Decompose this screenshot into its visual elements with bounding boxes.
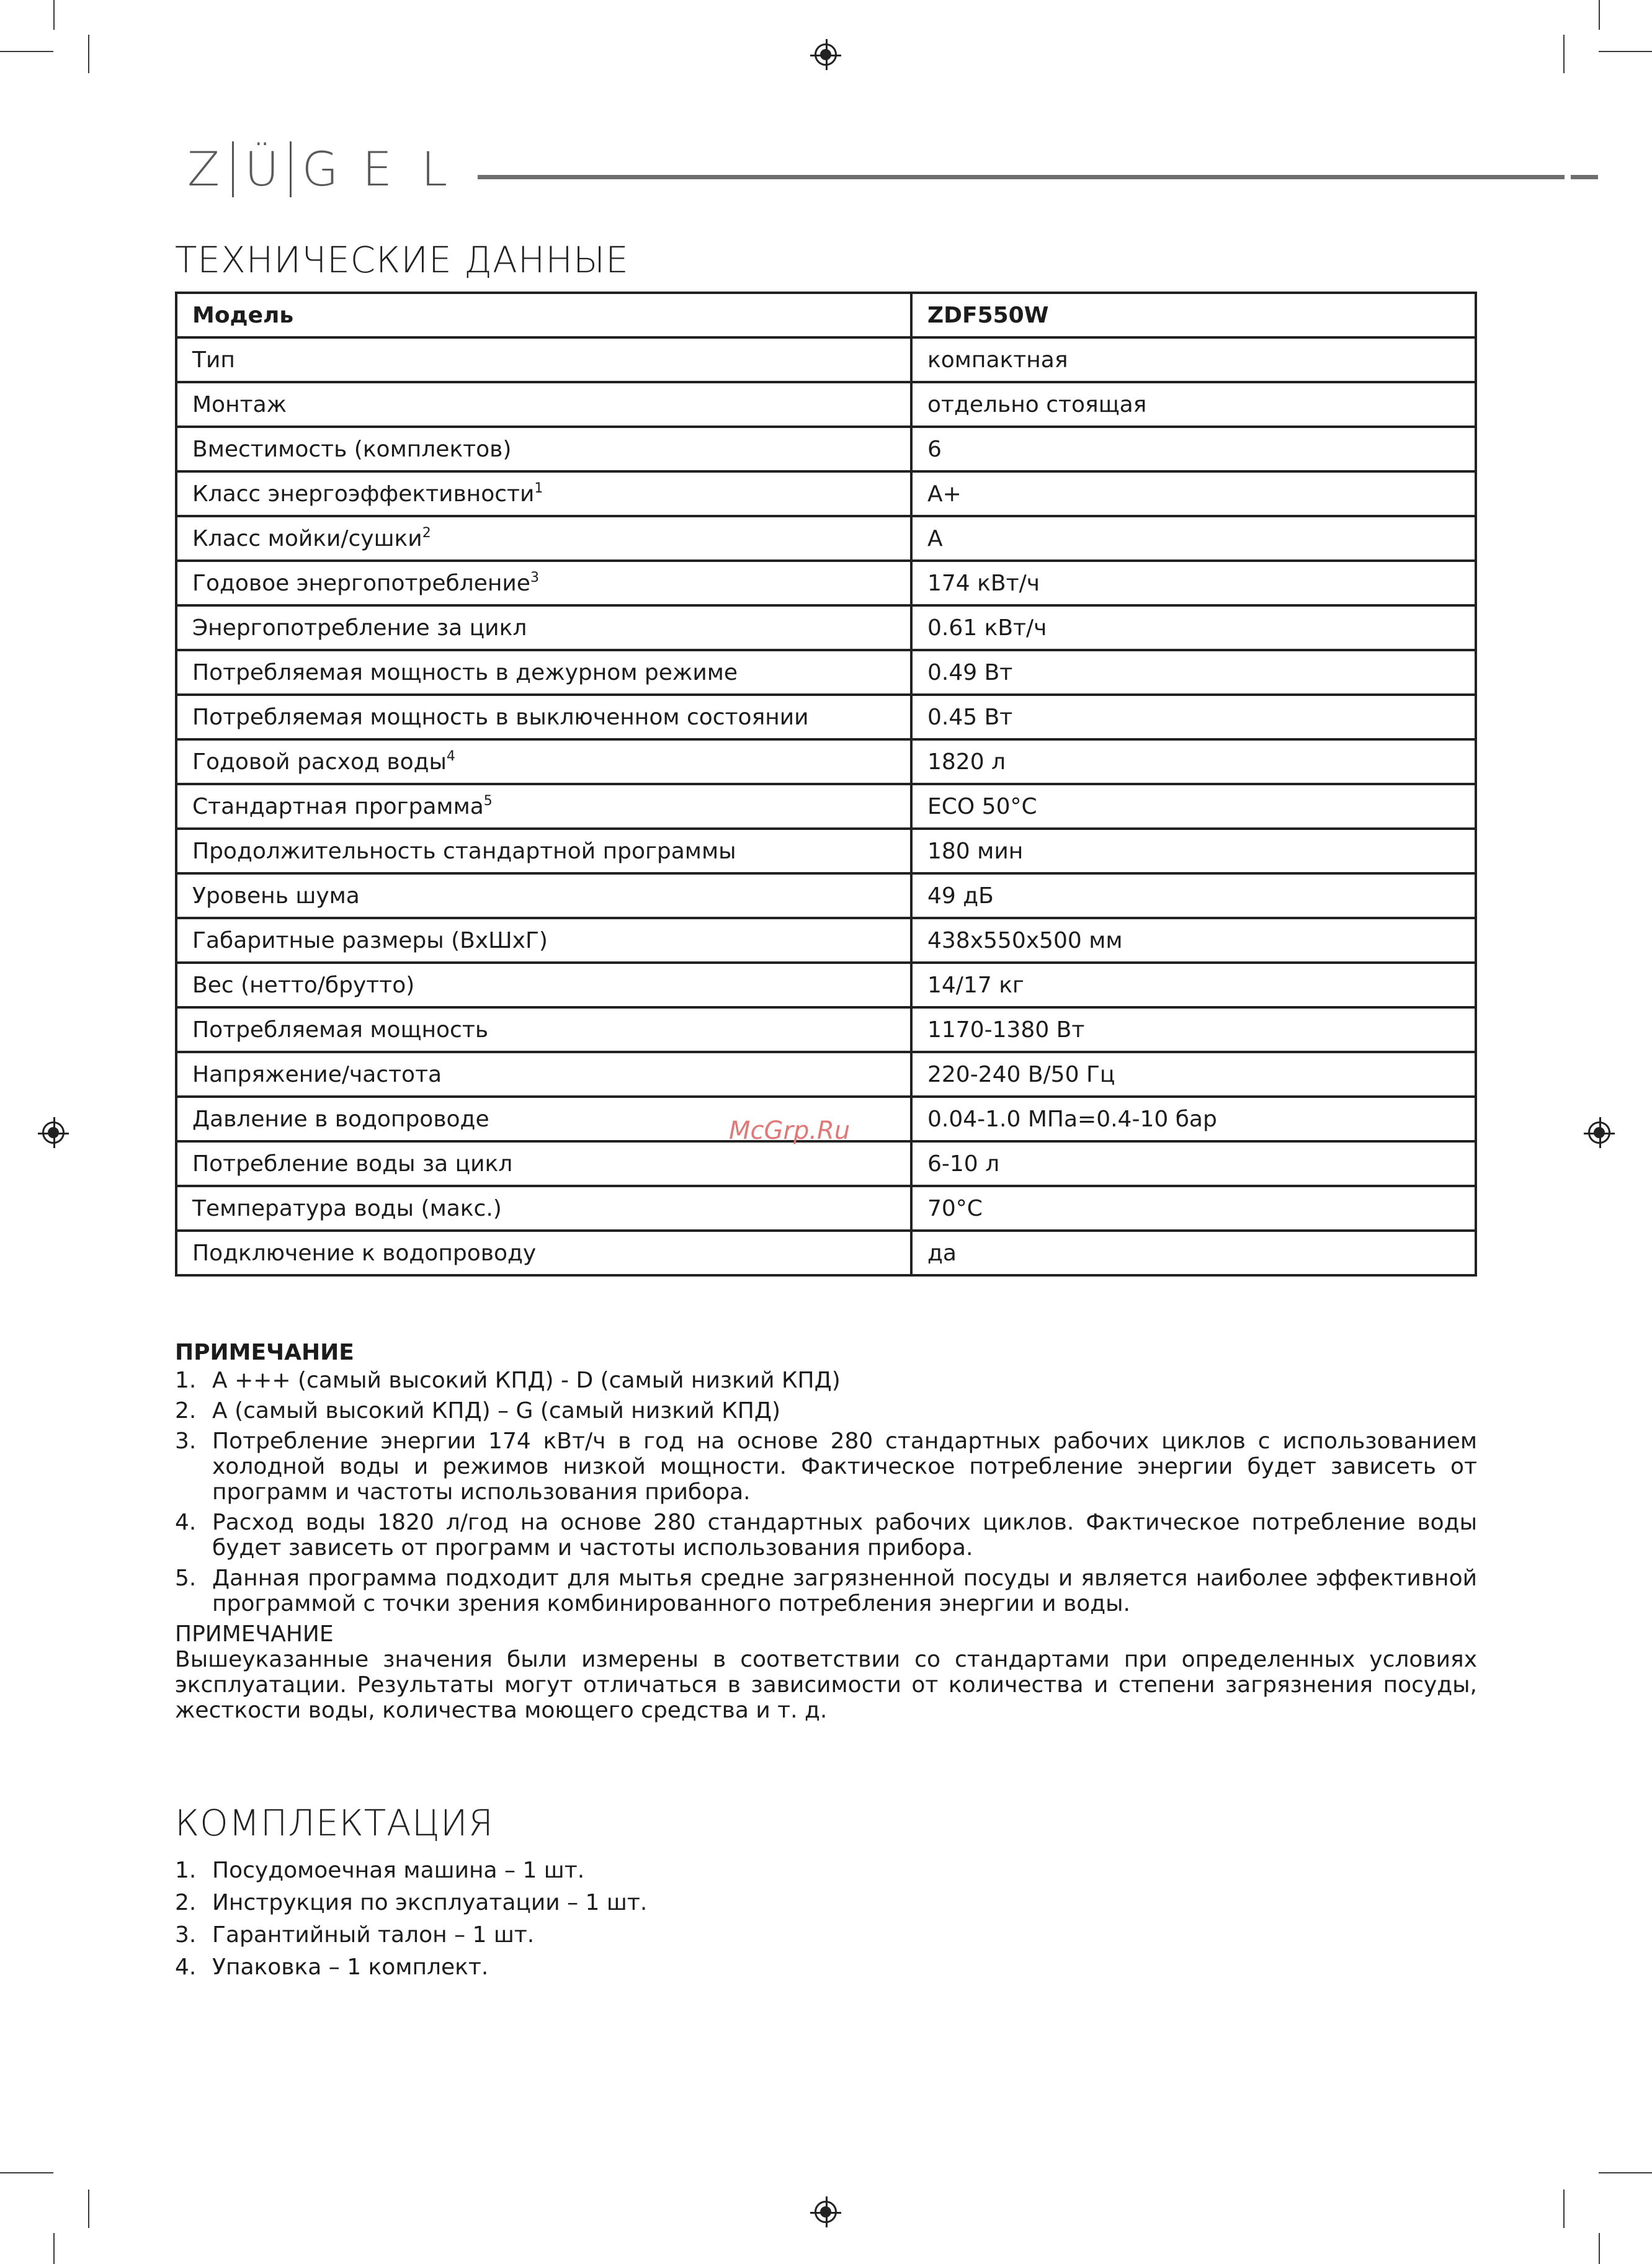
spec-label xyxy=(176,427,911,471)
crop-mark xyxy=(53,0,55,30)
registration-mark-icon xyxy=(815,2201,837,2223)
table-row xyxy=(176,471,1476,516)
spec-label-text: Вместимость (комплектов) xyxy=(192,436,512,462)
spec-label-text: Потребление воды за цикл xyxy=(192,1151,513,1177)
crop-mark xyxy=(0,51,53,52)
spec-label-text: Стандартная программа xyxy=(192,793,484,819)
spec-value: да xyxy=(911,1231,1476,1275)
table-row xyxy=(176,337,1476,382)
spec-label-text: Энергопотребление за цикл xyxy=(192,615,527,641)
logo-letter: Ü xyxy=(232,141,292,197)
registration-mark-icon xyxy=(1588,1121,1610,1144)
spec-label-text: Потребляемая мощность в выключенном состоянии xyxy=(192,704,809,730)
logo-letter: L xyxy=(421,141,448,197)
notes-subtitle: ПРИМЕЧАНИЕ xyxy=(175,1621,334,1647)
kit-section xyxy=(175,1855,647,1984)
list-number: 3. xyxy=(175,1922,197,1948)
spec-label-text: Годовое энергопотребление xyxy=(192,570,530,596)
list-text: A +++ (самый высокий КПД) - D (самый низкий КПД) xyxy=(212,1368,841,1393)
footnote-ref: 2 xyxy=(422,525,431,541)
spec-label xyxy=(176,650,911,695)
spec-label-text: Давление в водопроводе xyxy=(192,1106,489,1132)
header-rule xyxy=(478,175,1565,179)
list-number: 4. xyxy=(175,1510,197,1535)
table-row xyxy=(176,1141,1476,1186)
spec-label-text: Уровень шума xyxy=(192,883,360,909)
spec-label xyxy=(176,1231,911,1275)
spec-label xyxy=(176,739,911,784)
list-number: 1. xyxy=(175,1368,197,1393)
registration-mark-icon xyxy=(815,43,837,66)
spec-value: А xyxy=(911,516,1476,561)
brand-logo xyxy=(175,141,463,197)
notes-list xyxy=(175,1368,1477,1616)
table-row xyxy=(176,516,1476,561)
watermark: McGrp.Ru xyxy=(729,1116,851,1145)
list-text: Посудомоечная машина – 1 шт. xyxy=(212,1858,585,1883)
spec-label xyxy=(176,561,911,605)
notes-section xyxy=(175,1340,1477,1723)
spec-label xyxy=(176,695,911,739)
spec-value: 0.45 Вт xyxy=(911,695,1476,739)
kit-list xyxy=(175,1855,647,1984)
spec-label-text: Тип xyxy=(192,347,235,373)
spec-label xyxy=(176,1186,911,1231)
spec-label xyxy=(176,337,911,382)
spec-value: отдельно стоящая xyxy=(911,382,1476,427)
spec-label-text: Потребляемая мощность xyxy=(192,1017,489,1043)
table-row xyxy=(176,382,1476,427)
crop-mark xyxy=(1563,2190,1565,2228)
spec-value: 174 кВт/ч xyxy=(911,561,1476,605)
table-row xyxy=(176,695,1476,739)
notes-title: ПРИМЕЧАНИЕ xyxy=(175,1340,354,1365)
spec-label-text: Продолжительность стандартной программы xyxy=(192,838,736,864)
list-number: 5. xyxy=(175,1566,197,1591)
kit-title: КОМПЛЕКТАЦИЯ xyxy=(175,1802,494,1844)
spec-label-text: Класс энергоэффективности xyxy=(192,481,535,507)
spec-label-text: Класс мойки/сушки xyxy=(192,525,422,551)
spec-value: 220-240 В/50 Гц xyxy=(911,1052,1476,1097)
table-row xyxy=(176,829,1476,873)
crop-mark xyxy=(88,35,89,73)
spec-label-text: Температура воды (макс.) xyxy=(192,1195,502,1221)
crop-mark xyxy=(88,2190,89,2228)
list-number: 1. xyxy=(175,1858,197,1883)
header-label: Модель xyxy=(176,293,911,337)
spec-label-text: Монтаж xyxy=(192,391,287,417)
crop-mark xyxy=(53,2233,55,2264)
spec-label xyxy=(176,516,911,561)
spec-label-text: Вес (нетто/брутто) xyxy=(192,972,415,998)
list-item xyxy=(175,1368,1477,1393)
spec-label-text: Габаритные размеры (ВхШхГ) xyxy=(192,927,548,953)
spec-value: компактная xyxy=(911,337,1476,382)
notes-paragraph: Вышеуказанные значения были измерены в соответствии со стандартами при определенных условиях эксплуатации. Результаты могут отличаться в зависимости от количества и степени загрязнения посуды, жесткости воды, количества моющего средства и т. д. xyxy=(175,1647,1477,1723)
spec-label xyxy=(176,605,911,650)
list-item xyxy=(175,1855,647,1887)
spec-value: 70°C xyxy=(911,1186,1476,1231)
table-header-row xyxy=(176,293,1476,337)
spec-value: 49 дБ xyxy=(911,873,1476,918)
footnote-ref: 4 xyxy=(446,748,455,764)
header-value: ZDF550W xyxy=(911,293,1476,337)
list-text: Данная программа подходит для мытья средне загрязненной посуды и является наиболее эффективной программой с точки зрения комбинированного потребления энергии и воды. xyxy=(212,1566,1477,1616)
spec-label-text: Годовой расход воды xyxy=(192,749,447,775)
footnote-ref: 5 xyxy=(483,793,493,809)
spec-value: 6-10 л xyxy=(911,1141,1476,1186)
crop-mark xyxy=(1563,35,1565,73)
spec-label xyxy=(176,1141,911,1186)
list-item xyxy=(175,1428,1477,1505)
spec-label-text: Подключение к водопроводу xyxy=(192,1240,537,1266)
table-row xyxy=(176,1231,1476,1275)
spec-value: 0.04-1.0 МПа=0.4-10 бар xyxy=(911,1097,1476,1141)
list-text: Гарантийный талон – 1 шт. xyxy=(212,1922,535,1948)
spec-label xyxy=(176,382,911,427)
spec-value: 0.61 кВт/ч xyxy=(911,605,1476,650)
logo-letter: E xyxy=(362,141,393,197)
spec-value: 438х550х500 мм xyxy=(911,918,1476,963)
spec-value: 0.49 Вт xyxy=(911,650,1476,695)
crop-mark xyxy=(1599,0,1600,30)
spec-label xyxy=(176,471,911,516)
list-item xyxy=(175,1919,647,1951)
list-item xyxy=(175,1398,1477,1424)
spec-value: 1820 л xyxy=(911,739,1476,784)
list-item xyxy=(175,1510,1477,1561)
logo-letter: G xyxy=(301,141,339,197)
list-text: Инструкция по эксплуатации – 1 шт. xyxy=(212,1890,648,1915)
table-row xyxy=(176,427,1476,471)
table-row xyxy=(176,739,1476,784)
table-row xyxy=(176,561,1476,605)
table-row xyxy=(176,605,1476,650)
spec-title: ТЕХНИЧЕСКИЕ ДАННЫЕ xyxy=(175,239,629,281)
spec-label-text: Напряжение/частота xyxy=(192,1061,442,1087)
table-row xyxy=(176,873,1476,918)
spec-value: ECO 50°C xyxy=(911,784,1476,829)
spec-label xyxy=(176,829,911,873)
footnote-ref: 3 xyxy=(530,569,539,586)
list-text: Потребление энергии 174 кВт/ч в год на основе 280 стандартных рабочих циклов с использованием холодной воды и режимов низкой мощности. Фактическое потребление энергии будет зависеть от программ и частоты использования прибора. xyxy=(212,1428,1477,1505)
table-row xyxy=(176,1186,1476,1231)
table-row xyxy=(176,784,1476,829)
footnote-ref: 1 xyxy=(534,480,543,496)
crop-mark xyxy=(1599,2172,1652,2173)
list-item xyxy=(175,1887,647,1919)
table-row xyxy=(176,1052,1476,1097)
spec-value: 1170-1380 Вт xyxy=(911,1007,1476,1052)
table-row xyxy=(176,918,1476,963)
spec-value: 14/17 кг xyxy=(911,963,1476,1007)
list-number: 2. xyxy=(175,1890,197,1915)
table-row xyxy=(176,963,1476,1007)
list-item xyxy=(175,1566,1477,1616)
spec-value: A+ xyxy=(911,471,1476,516)
spec-label xyxy=(176,1052,911,1097)
list-text: A (самый высокий КПД) – G (самый низкий КПД) xyxy=(212,1398,781,1424)
list-text: Расход воды 1820 л/год на основе 280 стандартных рабочих циклов. Фактическое потребление воды будет зависеть от программ и частоты использования прибора. xyxy=(212,1510,1477,1561)
crop-mark xyxy=(1599,2233,1600,2264)
list-text: Упаковка – 1 комплект. xyxy=(212,1954,489,1980)
spec-label xyxy=(176,1007,911,1052)
logo-letter: Z xyxy=(187,141,220,197)
spec-value: 180 мин xyxy=(911,829,1476,873)
spec-value: 6 xyxy=(911,427,1476,471)
spec-label xyxy=(176,918,911,963)
list-number: 2. xyxy=(175,1398,197,1424)
spec-label xyxy=(176,784,911,829)
list-item xyxy=(175,1951,647,1984)
header-rule xyxy=(1571,175,1598,179)
table-row xyxy=(176,650,1476,695)
list-number: 4. xyxy=(175,1954,197,1980)
spec-label xyxy=(176,963,911,1007)
crop-mark xyxy=(1599,51,1652,52)
crop-mark xyxy=(0,2172,53,2173)
spec-label-text: Потребляемая мощность в дежурном режиме xyxy=(192,659,738,685)
registration-mark-icon xyxy=(42,1121,65,1144)
spec-label xyxy=(176,873,911,918)
list-number: 3. xyxy=(175,1428,197,1454)
table-row xyxy=(176,1007,1476,1052)
